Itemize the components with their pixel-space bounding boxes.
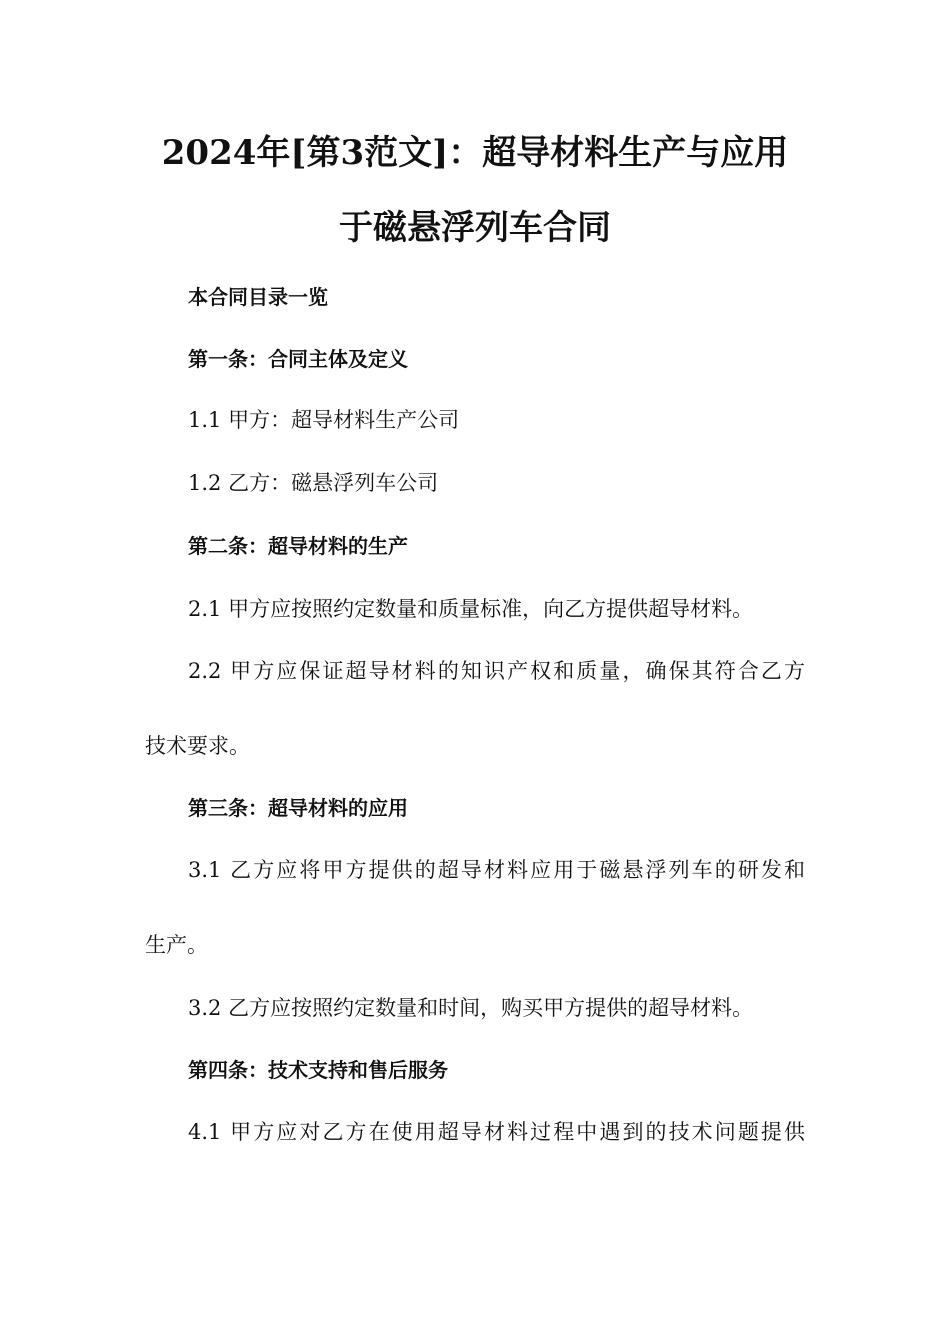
clause-3-2: 3.2 乙方应按照约定数量和时间，购买甲方提供的超导材料。: [188, 996, 754, 1020]
clause-4-1: 4.1 甲方应对乙方在使用超导材料过程中遇到的技术问题提供: [188, 1120, 805, 1144]
clause-1-1: 1.1 甲方：超导材料生产公司: [188, 408, 460, 432]
clause-2-1: 2.1 甲方应按照约定数量和质量标准，向乙方提供超导材料。: [188, 597, 754, 621]
clause-3-1-continuation: 生产。: [145, 933, 208, 957]
clause-1-2: 1.2 乙方：磁悬浮列车公司: [188, 471, 439, 495]
document-title-line-2: 于磁悬浮列车合同: [339, 208, 611, 248]
document-title-line-1: 2024年[第3范文]：超导材料生产与应用: [161, 133, 789, 173]
clause-3-1: 3.1 乙方应将甲方提供的超导材料应用于磁悬浮列车的研发和: [188, 858, 805, 882]
article-1-heading: 第一条：合同主体及定义: [188, 347, 408, 371]
article-3-heading: 第三条：超导材料的应用: [188, 796, 408, 820]
clause-2-2: 2.2 甲方应保证超导材料的知识产权和质量，确保其符合乙方: [188, 659, 805, 683]
toc-heading: 本合同目录一览: [188, 285, 328, 309]
clause-2-2-continuation: 技术要求。: [145, 734, 250, 758]
article-4-heading: 第四条：技术支持和售后服务: [188, 1058, 448, 1082]
article-2-heading: 第二条：超导材料的生产: [188, 534, 408, 558]
